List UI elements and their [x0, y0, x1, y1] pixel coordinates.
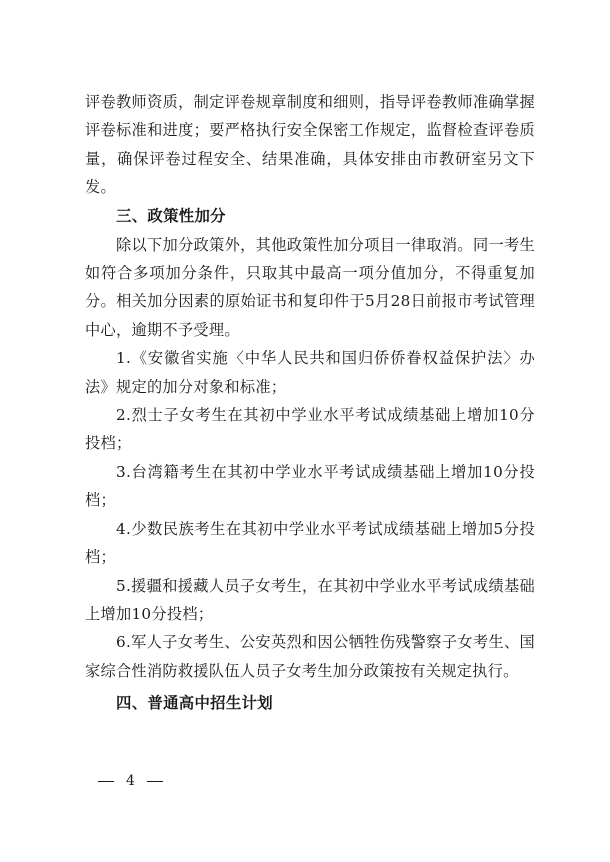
list-item: 4.少数民族考生在其初中学业水平考试成绩基础上增加5分投档；: [85, 519, 535, 567]
section-body-policy-bonus: 除以下加分政策外，其他政策性加分项目一律取消。同一考生如符合多项加分条件，只取其中最高一项分值加分，不得重复加分。相关加分因素的原始证书和复印件于5月28日前报市考试管理中心，逾期不予受理。: [85, 235, 535, 339]
list-item: 5.援疆和援藏人员子女考生，在其初中学业水平考试成绩基础上增加10分投档；: [85, 576, 535, 623]
page-number: 4: [126, 773, 135, 789]
list-item: 6.军人子女考生、公安英烈和因公牺牲伤残警察子女考生、国家综合性消防救援队伍人员子女考生加分政策按有关规定执行。: [85, 633, 535, 680]
section-heading-policy-bonus: 三、政策性加分: [116, 206, 226, 225]
intro-paragraph: 评卷教师资质，制定评卷规章制度和细则，指导评卷教师准确掌握评卷标准和进度；要严格执行安全保密工作规定，监督检查评卷质量，确保评卷过程安全、结果准确，具体安排由市教研室另文下发。: [85, 93, 535, 197]
footer-dash-left: [98, 781, 114, 782]
list-item: 1.《安徽省实施〈中华人民共和国归侨侨眷权益保护法〉办法》规定的加分对象和标准；: [85, 349, 535, 396]
page-content: [85, 88, 535, 718]
list-item: 2.烈士子女考生在其初中学业水平考试成绩基础上增加10分投档；: [85, 406, 535, 453]
page-footer: [98, 773, 163, 789]
section-heading-enrollment-plan: 四、普通高中招生计划: [116, 694, 273, 713]
footer-dash-right: [147, 781, 163, 782]
list-item: 3.台湾籍考生在其初中学业水平考试成绩基础上增加10分投档；: [85, 462, 535, 510]
